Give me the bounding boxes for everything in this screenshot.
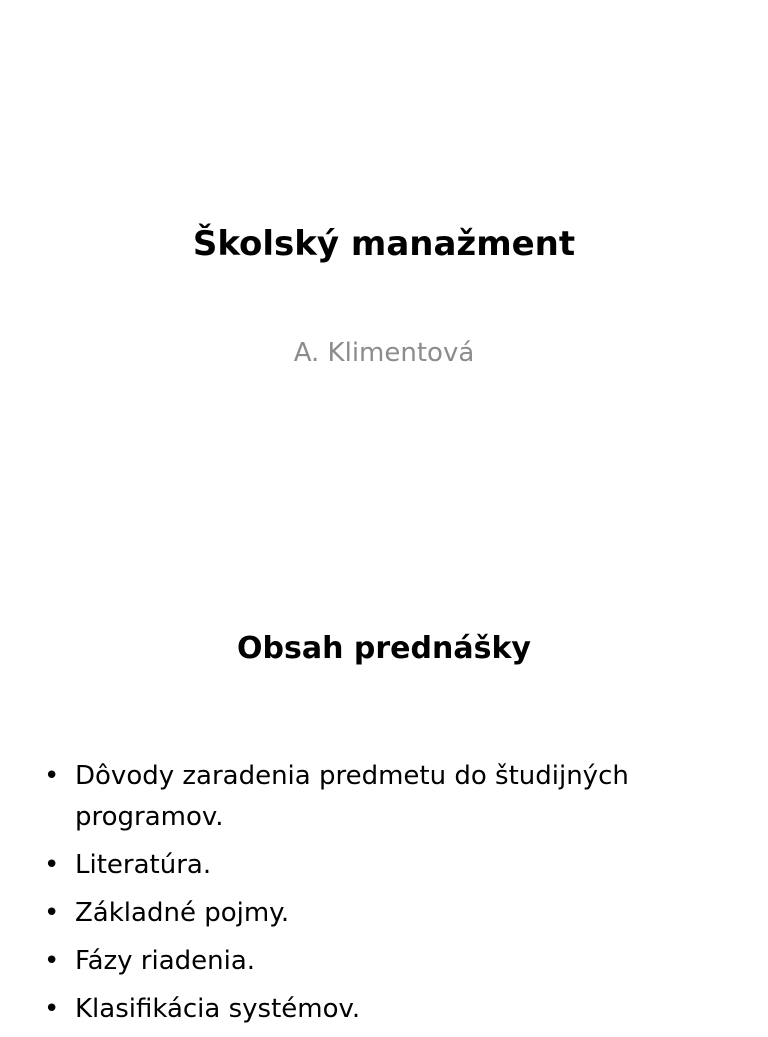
list-item-text: Fázy riadenia.: [75, 946, 256, 976]
list-item: [44, 941, 724, 982]
bullet-icon: •: [44, 898, 60, 928]
bullet-list: [44, 756, 724, 1037]
list-item-text: Literatúra.: [75, 850, 212, 880]
list-item-text: Základné pojmy.: [75, 898, 290, 928]
list-item-text: Klasifikácia systémov.: [75, 994, 361, 1024]
list-item: [44, 845, 724, 886]
bullet-icon: •: [44, 946, 60, 976]
slide-title: Obsah prednášky: [237, 631, 531, 666]
bullet-icon: •: [44, 850, 60, 880]
bullet-icon: •: [44, 761, 60, 791]
list-item: [44, 756, 724, 838]
content-slide: [0, 576, 768, 1024]
slide-title: Školský manažment: [192, 224, 576, 264]
list-item-text: Dôvody zaradenia predmetu do študijných programov.: [75, 761, 629, 832]
bullet-icon: •: [44, 994, 60, 1024]
list-item: [44, 893, 724, 934]
slide-subtitle: A. Klimentová: [293, 338, 475, 368]
